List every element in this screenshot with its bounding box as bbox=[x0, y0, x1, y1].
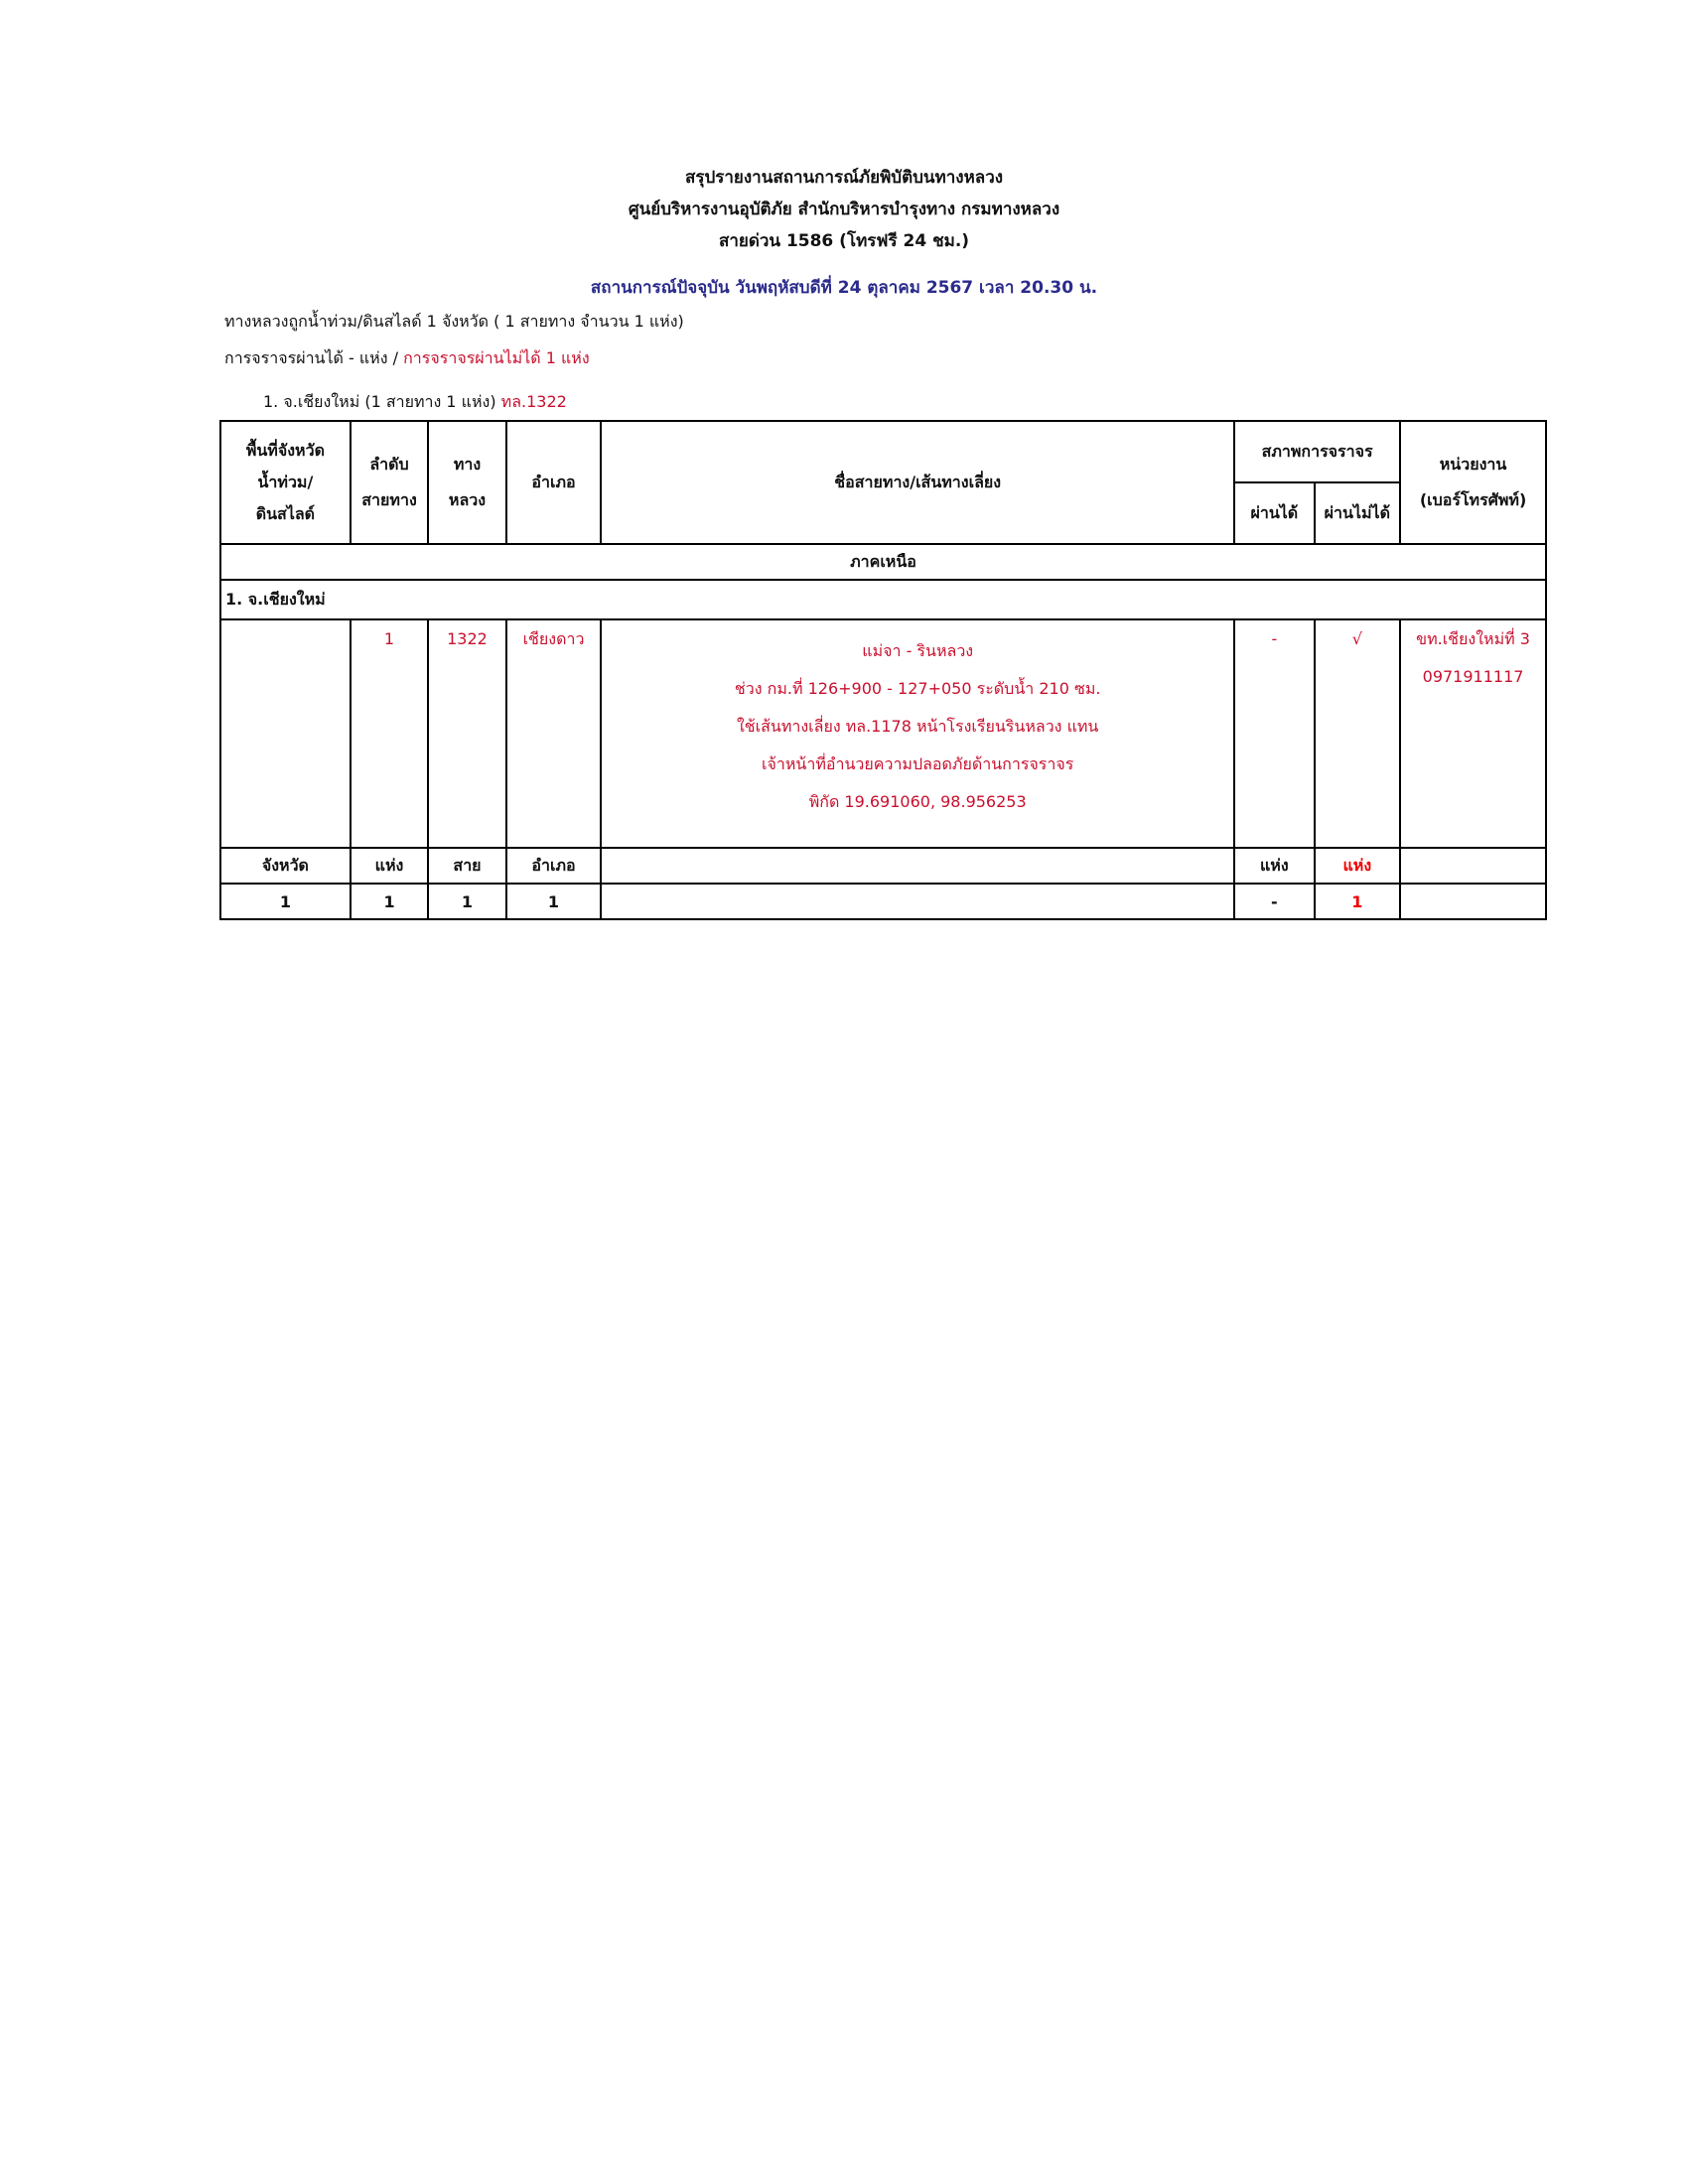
header-district: อำเภอ bbox=[506, 421, 602, 544]
header-impassable: ผ่านไม่ได้ bbox=[1315, 482, 1401, 544]
cell-impassable-check-icon: √ bbox=[1315, 619, 1401, 848]
total-routes: 1 bbox=[428, 884, 505, 919]
total-unit-blank bbox=[1400, 884, 1546, 919]
report-title: สรุปรายงานสถานการณ์ภัยพิบัติบนทางหลวง bbox=[684, 168, 1004, 188]
total-label-places: แห่ง bbox=[351, 848, 428, 884]
total-label-blank bbox=[601, 848, 1234, 884]
report-hotline: สายด่วน 1586 (โทรฟรี 24 ชม.) bbox=[718, 231, 970, 251]
summary-impassable: การจราจรผ่านไม่ได้ 1 แห่ง bbox=[403, 348, 590, 367]
total-impassable: 1 bbox=[1315, 884, 1401, 919]
summary-traffic bbox=[224, 346, 590, 371]
header-passable: ผ่านได้ bbox=[1234, 482, 1314, 544]
disaster-table bbox=[219, 420, 1547, 920]
total-district: 1 bbox=[506, 884, 602, 919]
summary-province bbox=[263, 390, 567, 415]
total-passable: - bbox=[1234, 884, 1314, 919]
table-row bbox=[220, 619, 1546, 848]
header-unit: หน่วยงาน (เบอร์โทรศัพท์) bbox=[1400, 421, 1546, 544]
header-area: พื้นที่จังหวัด น้ำท่วม/ ดินสไลด์ bbox=[220, 421, 351, 544]
total-label-impassable: แห่ง bbox=[1315, 848, 1401, 884]
total-label-unit-blank bbox=[1400, 848, 1546, 884]
province-row: 1. จ.เชียงใหม่ bbox=[220, 580, 1546, 619]
totals-value-row bbox=[220, 884, 1546, 919]
total-blank bbox=[601, 884, 1234, 919]
header-highway: ทาง หลวง bbox=[428, 421, 505, 544]
header-seq: ลำดับ สายทาง bbox=[351, 421, 428, 544]
summary-province-routes: ทล.1322 bbox=[500, 392, 567, 411]
situation-date: สถานการณ์ปัจจุบัน วันพฤหัสบดีที่ 24 ตุลาคม 2567 เวลา 20.30 น. bbox=[590, 278, 1098, 298]
cell-unit: ขท.เชียงใหม่ที่ 3 0971911117 bbox=[1400, 619, 1546, 848]
cell-passable: - bbox=[1234, 619, 1314, 848]
cell-district: เชียงดาว bbox=[506, 619, 602, 848]
totals-label-row bbox=[220, 848, 1546, 884]
region-row: ภาคเหนือ bbox=[220, 544, 1546, 580]
cell-route: แม่จา - รินหลวง ช่วง กม.ที่ 126+900 - 127+050 ระดับน้ำ 210 ซม. ใช้เส้นทางเลี่ยง ทล.1178 หน้าโรงเรียนรินหลวง แทน เจ้าหน้าที่อำนวยความปลอดภัยด้านการจราจร พิกัด 19.691060, 98.956253 bbox=[601, 619, 1234, 848]
total-province: 1 bbox=[220, 884, 351, 919]
cell-highway: 1322 bbox=[428, 619, 505, 848]
total-label-routes: สาย bbox=[428, 848, 505, 884]
summary-passable: การจราจรผ่านได้ - แห่ง / bbox=[224, 348, 404, 367]
total-label-province: จังหวัด bbox=[220, 848, 351, 884]
summary-affected: ทางหลวงถูกน้ำท่วม/ดินสไลด์ 1 จังหวัด ( 1 สายทาง จำนวน 1 แห่ง) bbox=[224, 312, 684, 331]
total-places: 1 bbox=[351, 884, 428, 919]
total-label-district: อำเภอ bbox=[506, 848, 602, 884]
header-route: ชื่อสายทาง/เส้นทางเลี่ยง bbox=[601, 421, 1234, 544]
cell-seq: 1 bbox=[351, 619, 428, 848]
summary-province-text: 1. จ.เชียงใหม่ (1 สายทาง 1 แห่ง) bbox=[263, 392, 501, 411]
report-organization: ศูนย์บริหารงานอุบัติภัย สำนักบริหารบำรุงทาง กรมทางหลวง bbox=[628, 200, 1060, 219]
cell-area bbox=[220, 619, 351, 848]
total-label-passable: แห่ง bbox=[1234, 848, 1314, 884]
header-traffic-status: สภาพการจราจร bbox=[1234, 421, 1400, 482]
